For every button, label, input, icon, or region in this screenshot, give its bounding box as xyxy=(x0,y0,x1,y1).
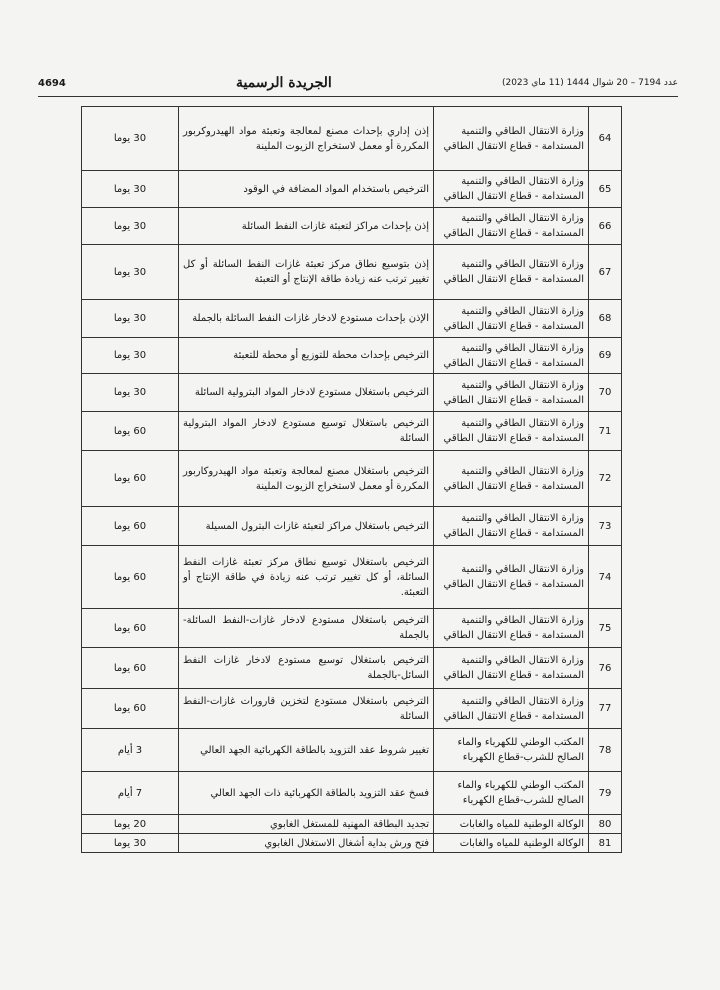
page-number: 4694 xyxy=(38,77,66,89)
row-duration: 60 يوما xyxy=(82,451,179,507)
row-procedure: تجديد البطاقة المهنية للمستغل الغابوي xyxy=(179,815,434,834)
row-duration: 60 يوما xyxy=(82,507,179,546)
table-row xyxy=(82,338,622,374)
row-duration: 7 أيام xyxy=(82,772,179,815)
table-row xyxy=(82,546,622,609)
row-duration: 60 يوما xyxy=(82,648,179,689)
row-entity: المكتب الوطني للكهرباء والماء الصالح للشرب-قطاع الكهرباء xyxy=(434,772,589,815)
row-procedure: إذن بإحداث مراكز لتعبئة غازات النفط السائلة xyxy=(179,208,434,245)
row-entity: الوكالة الوطنية للمياه والغابات xyxy=(434,815,589,834)
row-duration: 30 يوما xyxy=(82,208,179,245)
row-duration: 60 يوما xyxy=(82,546,179,609)
row-number: 73 xyxy=(589,507,622,546)
table-row xyxy=(82,171,622,208)
row-entity: المكتب الوطني للكهرباء والماء الصالح للشرب-قطاع الكهرباء xyxy=(434,729,589,772)
row-procedure: إذن إداري بإحداث مصنع لمعالجة وتعبئة مواد الهيدروكربور المكررة أو معمل لاستخراج الزيوت الملينة xyxy=(179,107,434,171)
row-entity: وزارة الانتقال الطاقي والتنمية المستدامة - قطاع الانتقال الطاقي xyxy=(434,171,589,208)
row-entity: وزارة الانتقال الطاقي والتنمية المستدامة - قطاع الانتقال الطاقي xyxy=(434,374,589,412)
row-duration: 30 يوما xyxy=(82,300,179,338)
row-entity: وزارة الانتقال الطاقي والتنمية المستدامة - قطاع الانتقال الطاقي xyxy=(434,648,589,689)
row-duration: 60 يوما xyxy=(82,412,179,451)
row-procedure: الترخيص باستغلال توسيع مستودع لادخار المواد البترولية السائلة xyxy=(179,412,434,451)
row-procedure: الترخيص بإحداث محطة للتوزيع أو محطة للتعبئة xyxy=(179,338,434,374)
row-number: 76 xyxy=(589,648,622,689)
row-number: 69 xyxy=(589,338,622,374)
table-row xyxy=(82,451,622,507)
row-procedure: الترخيص باستغلال مستودع لادخار غازات-النفط السائلة-بالجملة xyxy=(179,609,434,648)
table-row xyxy=(82,412,622,451)
procedures-table xyxy=(81,106,622,853)
row-number: 71 xyxy=(589,412,622,451)
header-rule xyxy=(38,96,678,97)
table-row xyxy=(82,300,622,338)
issue-info: عدد 7194 – 20 شوال 1444 (11 ماي 2023) xyxy=(501,78,678,88)
row-procedure: الترخيص باستخدام المواد المضافة في الوقود xyxy=(179,171,434,208)
row-duration: 30 يوما xyxy=(82,171,179,208)
row-procedure: الترخيص باستغلال توسيع نطاق مركز تعبئة غازات النفط السائلة، أو كل تغيير ترتب عنه زيادة في طاقة الإنتاج أو التعبئة. xyxy=(179,546,434,609)
table-row xyxy=(82,107,622,171)
row-entity: وزارة الانتقال الطاقي والتنمية المستدامة - قطاع الانتقال الطاقي xyxy=(434,245,589,300)
row-entity: وزارة الانتقال الطاقي والتنمية المستدامة - قطاع الانتقال الطاقي xyxy=(434,609,589,648)
row-number: 74 xyxy=(589,546,622,609)
row-entity: الوكالة الوطنية للمياه والغابات xyxy=(434,834,589,853)
row-number: 79 xyxy=(589,772,622,815)
row-duration: 60 يوما xyxy=(82,609,179,648)
row-number: 65 xyxy=(589,171,622,208)
row-procedure: الترخيص باستغلال مصنع لمعالجة وتعبئة مواد الهيدروكاربور المكررة أو معمل لاستخراج الزيوت الملينة xyxy=(179,451,434,507)
table-row xyxy=(82,834,622,853)
row-procedure: الترخيص باستغلال مستودع لادخار المواد البترولية السائلة xyxy=(179,374,434,412)
row-procedure: الترخيص باستغلال مستودع لتخزين قارورات غازات-النفط السائلة xyxy=(179,689,434,729)
row-procedure: الترخيص باستغلال مراكز لتعبئة غازات البترول المسيلة xyxy=(179,507,434,546)
row-duration: 20 يوما xyxy=(82,815,179,834)
row-number: 75 xyxy=(589,609,622,648)
row-number: 68 xyxy=(589,300,622,338)
gazette-title: الجريدة الرسمية xyxy=(236,75,332,91)
table-row xyxy=(82,245,622,300)
row-entity: وزارة الانتقال الطاقي والتنمية المستدامة - قطاع الانتقال الطاقي xyxy=(434,338,589,374)
row-entity: وزارة الانتقال الطاقي والتنمية المستدامة - قطاع الانتقال الطاقي xyxy=(434,107,589,171)
row-entity: وزارة الانتقال الطاقي والتنمية المستدامة - قطاع الانتقال الطاقي xyxy=(434,300,589,338)
row-entity: وزارة الانتقال الطاقي والتنمية المستدامة - قطاع الانتقال الطاقي xyxy=(434,546,589,609)
row-procedure: إذن بتوسيع نطاق مركز تعبئة غازات النفط السائلة أو كل تغيير ترتب عنه زيادة طاقة الإنتاج أو التعبئة xyxy=(179,245,434,300)
table-row xyxy=(82,815,622,834)
row-number: 70 xyxy=(589,374,622,412)
row-procedure: الترخيص باستغلال توسيع مستودع لادخار غازات النفط السائل-بالجملة xyxy=(179,648,434,689)
row-entity: وزارة الانتقال الطاقي والتنمية المستدامة - قطاع الانتقال الطاقي xyxy=(434,208,589,245)
row-number: 80 xyxy=(589,815,622,834)
row-number: 64 xyxy=(589,107,622,171)
row-duration: 30 يوما xyxy=(82,245,179,300)
row-entity: وزارة الانتقال الطاقي والتنمية المستدامة - قطاع الانتقال الطاقي xyxy=(434,451,589,507)
table-row xyxy=(82,689,622,729)
row-entity: وزارة الانتقال الطاقي والتنمية المستدامة - قطاع الانتقال الطاقي xyxy=(434,689,589,729)
table-row xyxy=(82,609,622,648)
row-duration: 30 يوما xyxy=(82,834,179,853)
row-number: 78 xyxy=(589,729,622,772)
row-procedure: الإذن بإحداث مستودع لادخار غازات النفط السائلة بالجملة xyxy=(179,300,434,338)
row-number: 81 xyxy=(589,834,622,853)
row-number: 72 xyxy=(589,451,622,507)
row-procedure: فتح ورش بداية أشغال الاستغلال الغابوي xyxy=(179,834,434,853)
row-number: 67 xyxy=(589,245,622,300)
row-duration: 30 يوما xyxy=(82,107,179,171)
row-procedure: تغيير شروط عقد التزويد بالطاقة الكهربائية الجهد العالي xyxy=(179,729,434,772)
page-header xyxy=(38,72,678,94)
table-row xyxy=(82,507,622,546)
row-duration: 3 أيام xyxy=(82,729,179,772)
row-number: 66 xyxy=(589,208,622,245)
table-row xyxy=(82,648,622,689)
row-number: 77 xyxy=(589,689,622,729)
row-duration: 30 يوما xyxy=(82,374,179,412)
row-entity: وزارة الانتقال الطاقي والتنمية المستدامة - قطاع الانتقال الطاقي xyxy=(434,412,589,451)
table-row xyxy=(82,729,622,772)
row-procedure: فسخ عقد التزويد بالطاقة الكهربائية ذات الجهد العالي xyxy=(179,772,434,815)
table-row xyxy=(82,772,622,815)
table-row xyxy=(82,374,622,412)
table-row xyxy=(82,208,622,245)
row-entity: وزارة الانتقال الطاقي والتنمية المستدامة - قطاع الانتقال الطاقي xyxy=(434,507,589,546)
row-duration: 30 يوما xyxy=(82,338,179,374)
row-duration: 60 يوما xyxy=(82,689,179,729)
